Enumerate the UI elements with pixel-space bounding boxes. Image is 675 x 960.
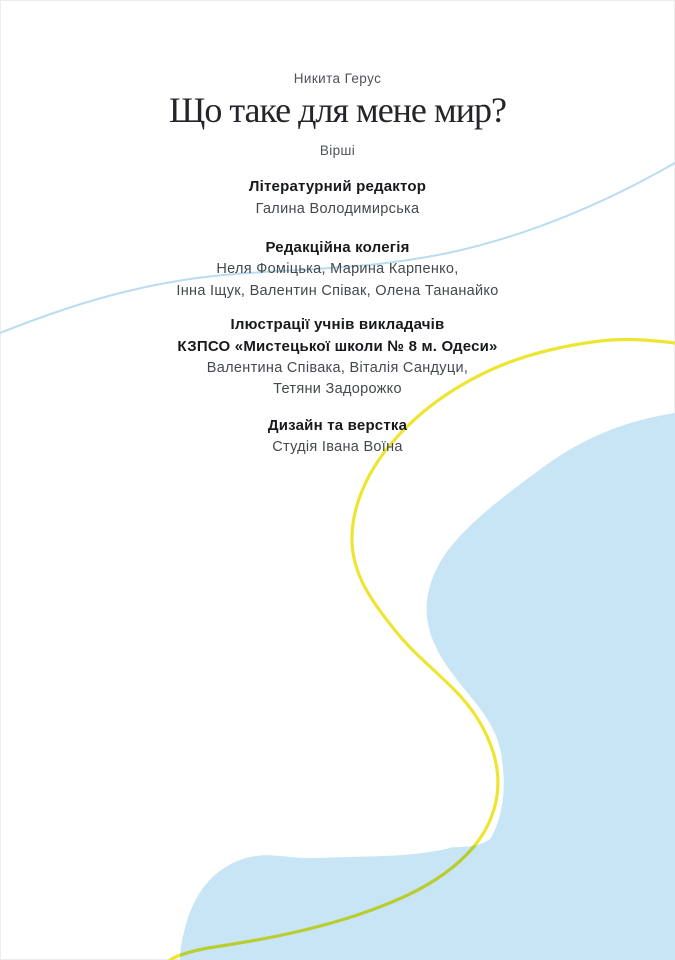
credit-heading-literary-editor: Літературний редактор xyxy=(248,178,427,195)
credit-line: Студія Івана Воїна xyxy=(272,439,403,455)
book-subtitle: Вірші xyxy=(319,143,356,158)
credit-line: Галина Володимирська xyxy=(255,201,420,217)
credit-heading-illustrations-school: КЗПСО «Мистецької школи № 8 м. Одеси» xyxy=(177,338,498,355)
credit-line: Тетяни Задорожко xyxy=(273,381,402,397)
credit-line: Валентина Співака, Віталія Сандуци, xyxy=(206,360,469,376)
book-title: Що таке для мене мир? xyxy=(169,90,506,130)
author-name: Никита Герус xyxy=(293,71,382,86)
credit-line: Інна Іщук, Валентин Співак, Олена Тананайко xyxy=(176,283,499,299)
credit-heading-design-layout: Дизайн та верстка xyxy=(267,417,408,434)
credit-heading-editorial-board: Редакційна колегія xyxy=(265,239,410,256)
credit-line: Неля Фоміцька, Марина Карпенко, xyxy=(216,261,459,277)
credit-heading-illustrations: Ілюстрації учнів викладачів xyxy=(230,316,445,333)
